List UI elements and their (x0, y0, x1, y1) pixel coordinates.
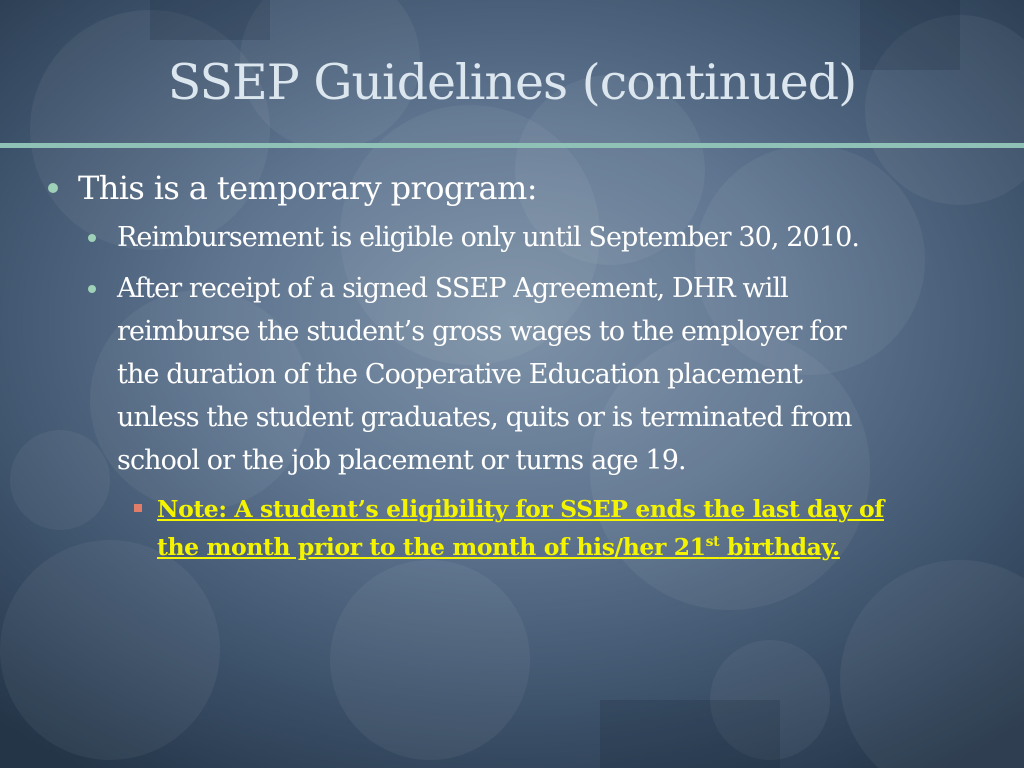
bullet-dot-icon (48, 183, 58, 193)
text-line: school or the job placement or turns age 19. (117, 445, 686, 476)
slide-title: SSEP Guidelines (continued) (167, 54, 857, 111)
bullet-level2-text: Reimbursement is eligible only until September 30, 2010. (117, 222, 860, 253)
note-text (157, 490, 884, 566)
note-line-2-end: birthday. (719, 533, 840, 561)
note-line-2-start: the month prior to the month of his/her 21 (157, 533, 706, 561)
bullet-square-icon (134, 504, 142, 512)
text-line: After receipt of a signed SSEP Agreement, DHR will (117, 273, 788, 304)
text-line: the duration of the Cooperative Education placement (117, 359, 802, 390)
note-line-2 (157, 528, 884, 566)
note-line-1: Note: A student’s eligibility for SSEP ends the last day of (157, 495, 884, 523)
bullet-dot-icon (88, 234, 96, 242)
bullet-dot-icon (88, 285, 96, 293)
text-line: unless the student graduates, quits or is terminated from (117, 402, 852, 433)
bullet-level2-text (117, 267, 997, 482)
bullet-level1-text: This is a temporary program: (78, 169, 537, 207)
ordinal-superscript: st (705, 534, 720, 551)
text-line: reimburse the student’s gross wages to the employer for (117, 316, 846, 347)
title-divider (0, 143, 1024, 148)
